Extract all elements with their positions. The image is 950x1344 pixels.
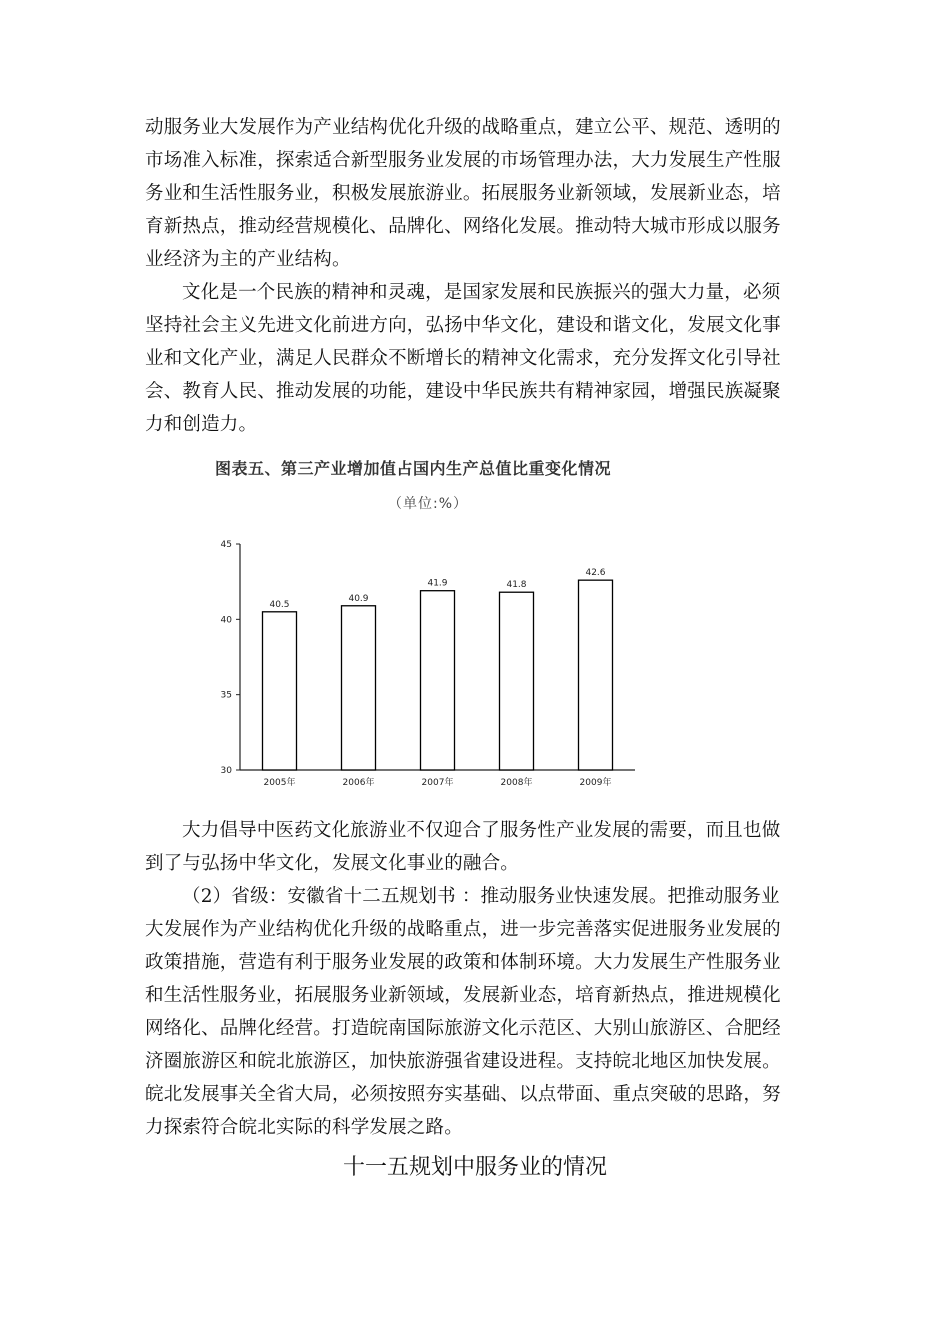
text-line: 网络化、品牌化经营。打造皖南国际旅游文化示范区、大别山旅游区、合肥经: [145, 1018, 781, 1039]
text-line: 动服务业大发展作为产业结构优化升级的战略重点，建立公平、规范、透明的: [145, 117, 781, 138]
text-line: 力探索符合皖北实际的科学发展之路。: [145, 1117, 463, 1138]
bar-value-label: 40.5: [269, 599, 290, 610]
y-tick-label: 30: [220, 766, 232, 776]
text-line: 会、教育人民、推动发展的功能，建设中华民族共有精神家园，增强民族凝聚: [145, 381, 781, 402]
text-line: 到了与弘扬中华文化，发展文化事业的融合。: [145, 853, 520, 874]
paragraph-anhui-plan: [145, 880, 807, 1144]
paragraph-tcm-tourism: [145, 814, 807, 880]
text-line: 政策措施，营造有利于服务业发展的政策和体制环境。大力发展生产性服务业: [145, 952, 781, 973]
text-line: 皖北发展事关全省大局，必须按照夯实基础、以点带面、重点突破的思路，努: [145, 1084, 781, 1105]
text-line: 市场准入标准，探索适合新型服务业发展的市场管理办法，大力发展生产性服: [145, 150, 781, 171]
text-line: 文化是一个民族的精神和灵魂，是国家发展和民族振兴的强大力量，必须: [182, 282, 781, 303]
chart-bars: [263, 580, 613, 770]
text-line: 业经济为主的产业结构。: [145, 249, 351, 270]
bar: [579, 580, 613, 770]
chart-title: 图表五、第三产业增加值占国内生产总值比重变化情况: [215, 459, 612, 478]
bar-value-label: 41.9: [427, 578, 448, 589]
text-line: 坚持社会主义先进文化前进方向，弘扬中华文化，建设和谐文化，发展文化事: [145, 315, 781, 336]
text-line: （2）省级：安徽省十二五规划书 ：推动服务业快速发展。把推动服务业: [182, 886, 780, 907]
bar-value-label: 42.6: [585, 568, 606, 579]
x-tick-label: 2006年: [342, 778, 375, 788]
text-line: 务业和生活性服务业，积极发展旅游业。拓展服务业新领域，发展新业态，培: [145, 183, 781, 204]
bar-value-label: 40.9: [348, 593, 369, 604]
text-line: 大发展作为产业结构优化升级的战略重点，进一步完善落实促进服务业发展的: [145, 919, 781, 940]
paragraph-services-development: [145, 111, 807, 276]
y-tick-label: 40: [220, 615, 232, 626]
bar: [263, 612, 297, 770]
y-tick-label: 35: [220, 690, 232, 701]
bar-chart: [205, 530, 645, 800]
text-line: 力和创造力。: [145, 414, 258, 435]
text-line: 育新热点，推动经营规模化、品牌化、网络化发展。推动特大城市形成以服务: [145, 216, 781, 237]
x-tick-label: 2005年: [263, 778, 296, 788]
bar: [421, 591, 455, 770]
y-tick-label: 45: [220, 540, 232, 550]
x-tick-label: 2009年: [579, 778, 612, 788]
section-heading: 十一五规划中服务业的情况: [342, 1155, 607, 1180]
bar: [342, 606, 376, 770]
text-line: 大力倡导中医药文化旅游业不仅迎合了服务性产业发展的需要，而且也做: [182, 820, 781, 841]
bar: [500, 592, 534, 770]
text-line: 济圈旅游区和皖北旅游区，加快旅游强省建设进程。支持皖北地区加快发展。: [145, 1051, 781, 1072]
text-line: 业和文化产业，满足人民群众不断增长的精神文化需求，充分发挥文化引导社: [145, 348, 781, 369]
text-line: 和生活性服务业，拓展服务业新领域，发展新业态，培育新热点，推进规模化: [145, 985, 781, 1006]
x-tick-label: 2007年: [421, 778, 454, 788]
paragraph-culture: [145, 276, 807, 441]
bar-value-label: 41.8: [506, 580, 527, 591]
x-tick-label: 2008年: [500, 778, 533, 788]
chart-unit-label: （单位:%）: [388, 496, 469, 512]
